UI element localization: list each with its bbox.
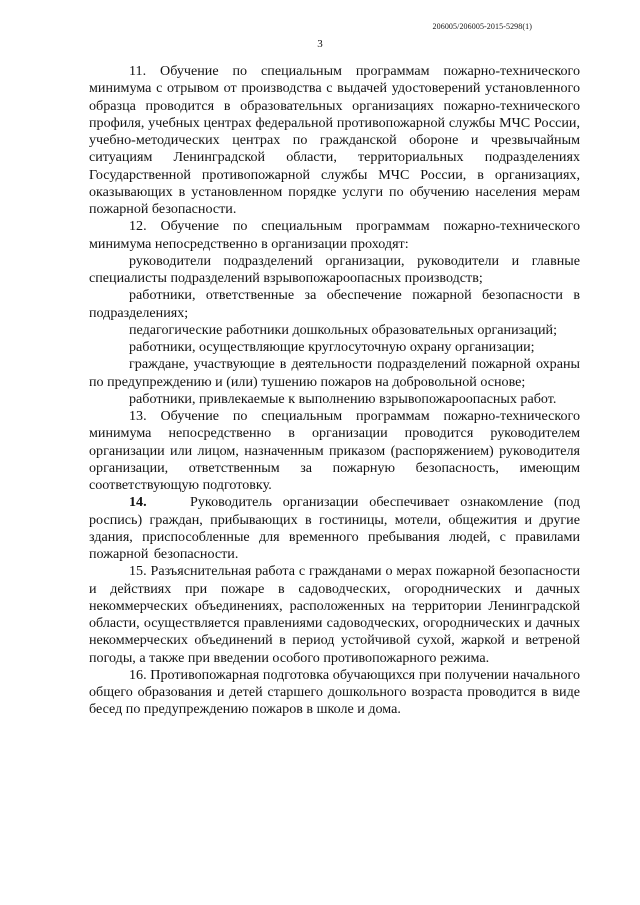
document-code: 206005/206005-2015-5298(1) <box>432 22 532 31</box>
paragraph-14-number: 14. <box>129 494 147 511</box>
paragraph-12-item-fire-safety-staff: работники, ответственные за обеспечение пожарной безопасности в подразделениях; <box>89 287 580 321</box>
page-number: 3 <box>317 38 323 50</box>
paragraph-12-item-guards: работники, осуществляющие круглосуточную охрану организации; <box>129 339 535 355</box>
document-body <box>89 63 580 719</box>
paragraph-12-item-managers: руководители подразделений организации, руководители и главные специалисты подразделений взрывопожароопасных производств; <box>89 252 580 286</box>
paragraph-11: 11. Обучение по специальным программам пожарно-технического минимума с отрывом от производства с выдачей удостоверений установленного образца проводится в образовательных организациях пожарно-технического профиля, учебных центрах федеральной противопожарной службы МЧС России, учебно-методических центрах по гражданской обороне и чрезвычайным ситуациям Ленинградской области, территориальных подразделениях Государственной противопожарной службы МЧС России, в организациях, оказывающих в установленном порядке услуги по обучению населения мерам пожарной безопасности. <box>89 63 580 217</box>
paragraph-14-text: Руководитель организации обеспечивает ознакомление (под роспись) граждан, прибывающих в гостиницы, мотели, общежития и другие здания, приспособленные для временного пребывания людей, с правилами пожарной безопасности. <box>89 494 581 562</box>
paragraph-12-item-volunteers: граждане, участвующие в деятельности подразделений пожарной охраны по предупреждению и (или) тушению пожаров на добровольной основе; <box>89 356 580 390</box>
paragraph-13: 13. Обучение по специальным программам пожарно-технического минимума непосредственно в организации проводится руководителем организации или лицом, назначенным приказом (распоряжением) руководителя организации, ответственным за пожарную безопасность, имеющим соответствующую подготовку. <box>89 408 580 493</box>
paragraph-15: 15. Разъяснительная работа с гражданами о мерах пожарной безопасности и действиях при пожаре в садоводческих, огороднических и дачных некоммерческих объединениях, расположенных на территории Ленинградской области, осуществляется правлениями садоводческих, огороднических и дачных некоммерческих объединений в период устойчивой сухой, жаркой и ветреной погоды, а также при введении особого противопожарного режима. <box>89 563 580 666</box>
paragraph-12-item-teachers: педагогические работники дошкольных образовательных организаций; <box>129 321 558 338</box>
paragraph-14 <box>89 494 580 563</box>
paragraph-16: 16. Противопожарная подготовка обучающихся при получении начального общего образования и детей старшего дошкольного возраста проводится в виде бесед по предупреждению пожаров в школе и дома. <box>89 666 580 718</box>
paragraph-12: 12. Обучение по специальным программам пожарно-технического минимума непосредственно в организации проходят: <box>89 218 580 252</box>
paragraph-12-item-hazard-workers: работники, привлекаемые к выполнению взрывопожароопасных работ. <box>129 390 557 407</box>
